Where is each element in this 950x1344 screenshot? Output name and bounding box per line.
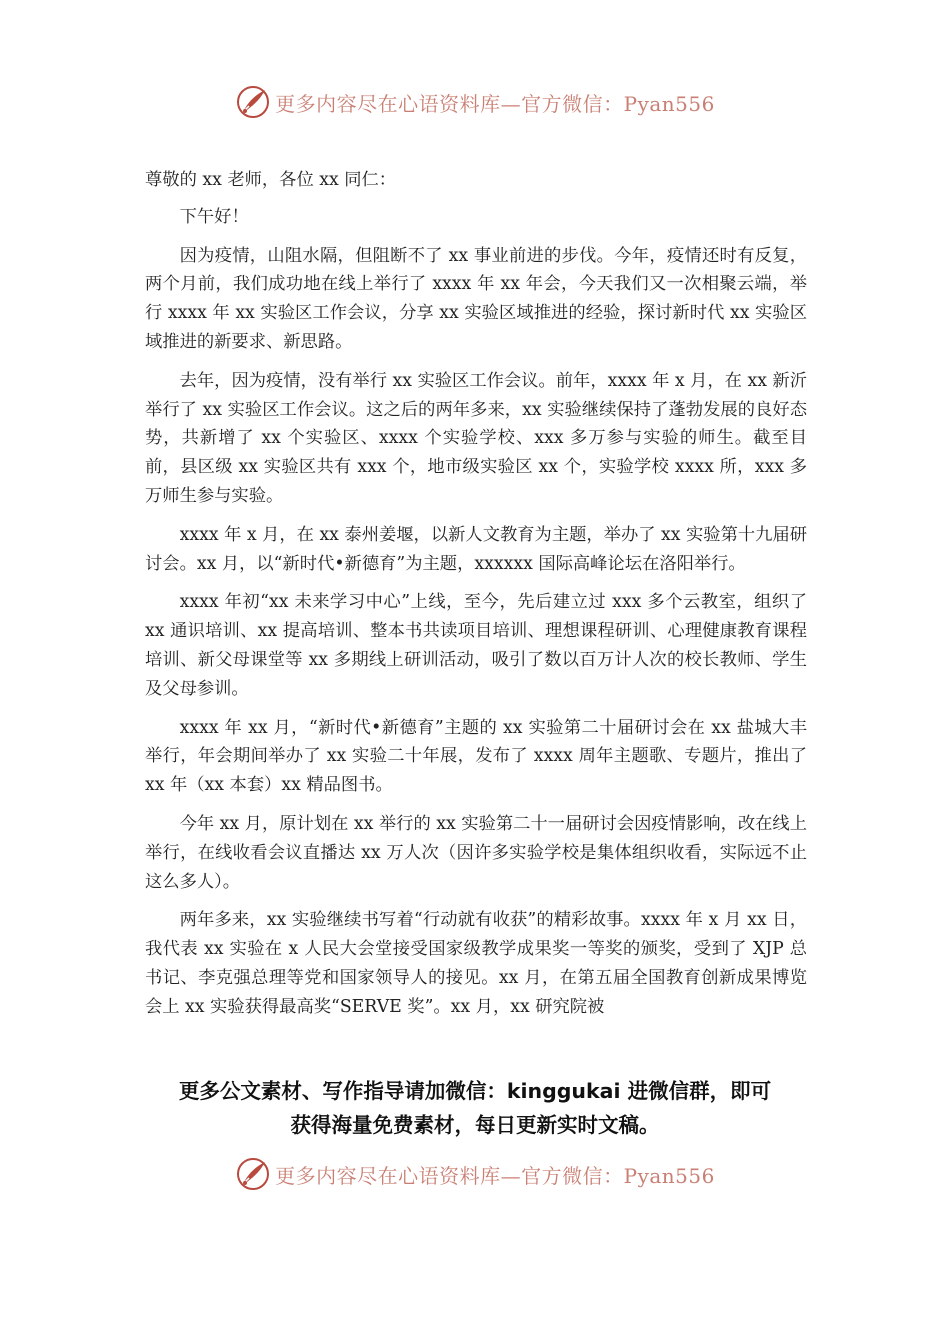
paragraph: xxxx 年 x 月，在 xx 泰州姜堰，以新人文教育为主题，举办了 xx 实验第十九届研讨会。xx 月，以“新时代•新德育”为主题，xxxxxx 国际高峰论坛在洛阳举行。 [145, 524, 807, 574]
paragraph: 两年多来，xx 实验继续书写着“行动就有收获”的精彩故事。xxxx 年 x 月 xx 日，我代表 xx 实验在 x 人民大会堂接受国家级教学成果奖一等奖的颁奖，受到了 XJP 总书记、李克强总理等党和国家领导人的接见。xx 月，在第五届全国教育创新成果博览会上 xx 实验获得最高奖“SERVE 奖”。xx 月，xx 研究院被 [145, 910, 807, 1017]
paragraph: xxxx 年初“xx 未来学习中心”上线，至今，先后建立过 xxx 多个云教室，组织了 xx 通识培训、xx 提高培训、整本书共读项目培训、理想课程研训、心理健康教育课程培训、新父母课堂等 xx 多期线上研训活动，吸引了数以百万计人次的校长教师、学生及父母参训。 [145, 592, 807, 699]
footer-banner [0, 1152, 950, 1196]
promo-note [100, 1074, 850, 1142]
paragraph: 因为疫情，山阻水隔，但阻断不了 xx 事业前进的步伐。今年，疫情还时有反复，两个月前，我们成功地在线上举行了 xxxx 年 xx 年会，今天我们又一次相聚云端，举行 xxxx 年 xx 实验区工作会议，分享 xx 实验区域推进的经验，探讨新时代 xx 实验区域推进的新要求、新思路。 [145, 245, 807, 352]
quill-pen-logo-icon [235, 84, 271, 120]
promo-line: 获得海量免费素材，每日更新实时文稿。 [290, 1113, 660, 1137]
document-body [145, 166, 807, 1032]
header-banner-text: 更多内容尽在心语资料库—官方微信：Pyan556 [275, 91, 715, 116]
paragraph: 去年，因为疫情，没有举行 xx 实验区工作会议。前年，xxxx 年 x 月，在 xx 新沂举行了 xx 实验区工作会议。这之后的两年多来，xx 实验继续保持了蓬勃发展的良好态势，共新增了 xx 个实验区、xxxx 个实验学校、xxx 多万参与实验的师生。截至目前，县区级 xx 实验区共有 xxx 个，地市级实验区 xx 个，实验学校 xxxx 所，xxx 多万师生参与实验。 [145, 370, 807, 506]
salutation: 尊敬的 xx 老师，各位 xx 同仁： [145, 170, 397, 190]
paragraph: xxxx 年 xx 月，“新时代•新德育”主题的 xx 实验第二十届研讨会在 xx 盐城大丰举行，年会期间举办了 xx 实验二十年展，发布了 xxxx 周年主题歌、专题片，推出了 xx 年（xx 本套）xx 精品图书。 [145, 717, 807, 796]
paragraph: 今年 xx 月，原计划在 xx 举行的 xx 实验第二十一届研讨会因疫情影响，改在线上举行，在线收看会议直播达 xx 万人次（因许多实验学校是集体组织收看，实际远不止这么多人）。 [145, 813, 807, 892]
quill-pen-logo-icon [235, 1156, 271, 1192]
footer-banner-text: 更多内容尽在心语资料库—官方微信：Pyan556 [275, 1163, 715, 1188]
header-banner [0, 80, 950, 124]
promo-line: 更多公文素材、写作指导请加微信：kinggukai 进微信群，即可 [178, 1079, 772, 1103]
greeting: 下午好！ [179, 206, 249, 227]
